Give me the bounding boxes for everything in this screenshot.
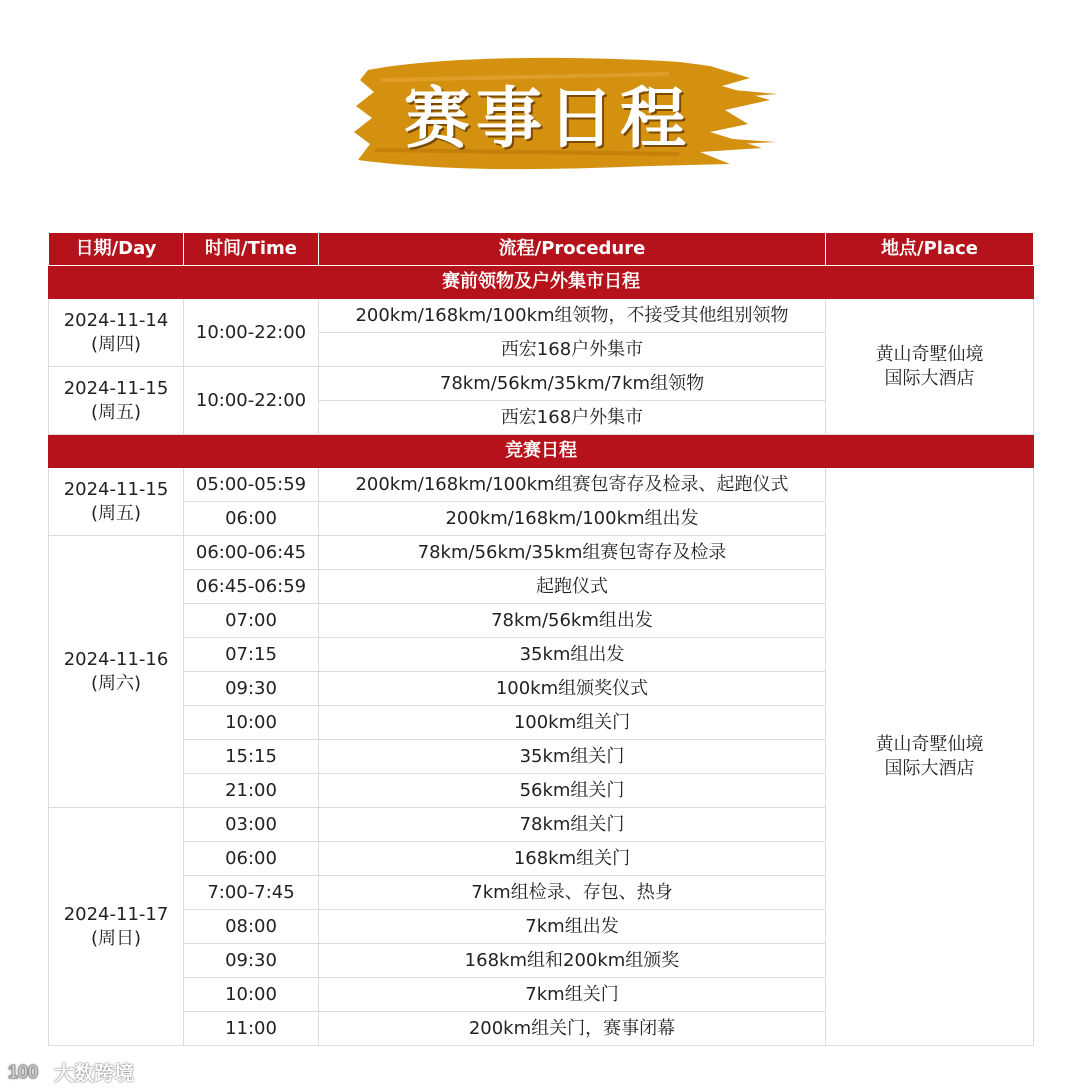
weekday-text: (周五) bbox=[90, 502, 142, 524]
time-cell: 03:00 bbox=[184, 808, 319, 842]
watermark-logo-text: 100 bbox=[8, 1062, 39, 1082]
time-cell: 10:00-22:00 bbox=[184, 367, 319, 435]
date-cell bbox=[49, 808, 184, 1046]
place-line-2: 国际大酒店 bbox=[884, 367, 975, 389]
procedure-cell: 200km/168km/100km组赛包寄存及检录、起跑仪式 bbox=[319, 468, 826, 502]
section-title-row bbox=[49, 266, 1034, 299]
time-cell: 09:30 bbox=[184, 944, 319, 978]
procedure-cell: 78km/56km/35km组赛包寄存及检录 bbox=[319, 536, 826, 570]
procedure-cell: 7km组出发 bbox=[319, 910, 826, 944]
time-cell: 08:00 bbox=[184, 910, 319, 944]
date-cell bbox=[49, 299, 184, 367]
procedure-cell: 168km组关门 bbox=[319, 842, 826, 876]
date-cell bbox=[49, 367, 184, 435]
time-cell: 15:15 bbox=[184, 740, 319, 774]
header-time: 时间/Time bbox=[184, 233, 319, 266]
procedure-cell: 200km/168km/100km组出发 bbox=[319, 502, 826, 536]
time-cell: 21:00 bbox=[184, 774, 319, 808]
page-title: 赛事日程 bbox=[404, 78, 692, 157]
time-cell: 7:00-7:45 bbox=[184, 876, 319, 910]
table-header-row bbox=[49, 233, 1034, 266]
date-text: 2024-11-17 bbox=[63, 903, 169, 925]
schedule-table bbox=[48, 232, 1034, 1046]
time-cell: 10:00-22:00 bbox=[184, 299, 319, 367]
place-line-2: 国际大酒店 bbox=[884, 757, 975, 779]
procedure-cell: 78km/56km组出发 bbox=[319, 604, 826, 638]
date-cell bbox=[49, 536, 184, 808]
time-cell: 09:30 bbox=[184, 672, 319, 706]
table-row bbox=[49, 299, 1034, 333]
procedure-cell: 168km组和200km组颁奖 bbox=[319, 944, 826, 978]
place-line-1: 黄山奇墅仙境 bbox=[875, 733, 984, 755]
procedure-cell: 7km组关门 bbox=[319, 978, 826, 1012]
header-place: 地点/Place bbox=[826, 233, 1034, 266]
place-cell bbox=[826, 468, 1034, 1046]
procedure-cell: 200km组关门，赛事闭幕 bbox=[319, 1012, 826, 1046]
procedure-cell: 100km组关门 bbox=[319, 706, 826, 740]
time-cell: 11:00 bbox=[184, 1012, 319, 1046]
section-title: 竞赛日程 bbox=[49, 435, 1034, 468]
date-text: 2024-11-16 bbox=[63, 648, 169, 670]
procedure-cell: 78km组关门 bbox=[319, 808, 826, 842]
date-text: 2024-11-15 bbox=[63, 377, 169, 399]
procedure-cell: 35km组关门 bbox=[319, 740, 826, 774]
time-cell: 06:45-06:59 bbox=[184, 570, 319, 604]
time-cell: 10:00 bbox=[184, 706, 319, 740]
time-cell: 06:00-06:45 bbox=[184, 536, 319, 570]
weekday-text: (周五) bbox=[90, 401, 142, 423]
procedure-cell: 35km组出发 bbox=[319, 638, 826, 672]
table-row bbox=[49, 468, 1034, 502]
procedure-cell: 56km组关门 bbox=[319, 774, 826, 808]
date-cell bbox=[49, 468, 184, 536]
section-title: 赛前领物及户外集市日程 bbox=[49, 266, 1034, 299]
watermark bbox=[6, 1056, 134, 1086]
procedure-cell: 西宏168户外集市 bbox=[319, 401, 826, 435]
weekday-text: (周六) bbox=[90, 672, 142, 694]
time-cell: 06:00 bbox=[184, 842, 319, 876]
procedure-cell: 起跑仪式 bbox=[319, 570, 826, 604]
time-cell: 10:00 bbox=[184, 978, 319, 1012]
procedure-cell: 78km/56km/35km/7km组领物 bbox=[319, 367, 826, 401]
watermark-text: 大数跨境 bbox=[54, 1060, 134, 1085]
place-line-1: 黄山奇墅仙境 bbox=[875, 343, 984, 365]
time-cell: 05:00-05:59 bbox=[184, 468, 319, 502]
time-cell: 06:00 bbox=[184, 502, 319, 536]
place-cell bbox=[826, 299, 1034, 435]
date-text: 2024-11-14 bbox=[63, 309, 169, 331]
time-cell: 07:00 bbox=[184, 604, 319, 638]
section-title-row bbox=[49, 435, 1034, 468]
weekday-text: (周日) bbox=[90, 927, 142, 949]
header-procedure: 流程/Procedure bbox=[319, 233, 826, 266]
watermark-logo-icon bbox=[6, 1058, 48, 1084]
procedure-cell: 100km组颁奖仪式 bbox=[319, 672, 826, 706]
procedure-cell: 西宏168户外集市 bbox=[319, 333, 826, 367]
procedure-cell: 7km组检录、存包、热身 bbox=[319, 876, 826, 910]
time-cell: 07:15 bbox=[184, 638, 319, 672]
title-banner bbox=[350, 48, 780, 176]
procedure-cell: 200km/168km/100km组领物，不接受其他组别领物 bbox=[319, 299, 826, 333]
date-text: 2024-11-15 bbox=[63, 478, 169, 500]
header-date: 日期/Day bbox=[49, 233, 184, 266]
weekday-text: (周四) bbox=[90, 333, 142, 355]
